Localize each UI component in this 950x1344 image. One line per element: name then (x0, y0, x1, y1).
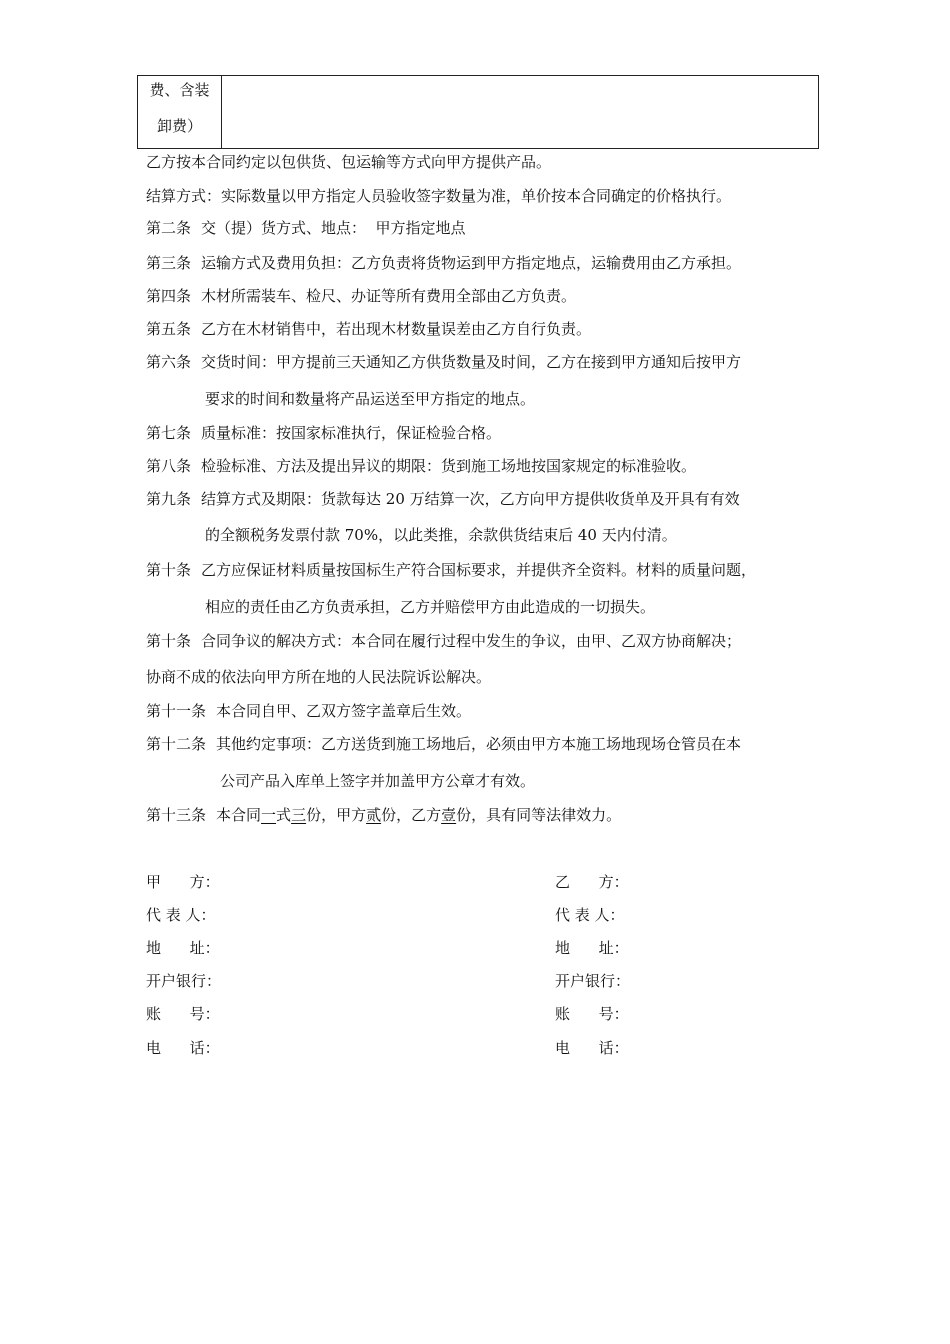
article-number: 第九条 (146, 490, 192, 508)
article-text: 本合同自甲、乙双方签字盖章后生效。 (216, 702, 472, 720)
party-b-address-field: 地 址： (555, 939, 629, 957)
party-b-copies-underlined: 壹 (441, 806, 457, 824)
article-number: 第十条 (146, 561, 192, 579)
table-cell-line-2: 卸费） (156, 117, 202, 135)
article-2 (146, 218, 466, 238)
article-text-part: 式 (276, 806, 292, 824)
intro-line-supply: 乙方按本合同约定以包供货、包运输等方式向甲方提供产品。 (146, 153, 552, 171)
article-text: 质量标准：按国家标准执行，保证检验合格。 (201, 424, 502, 442)
article-number: 第二条 (146, 219, 192, 237)
article-text: 木材所需装车、检尺、办证等所有费用全部由乙方负责。 (201, 287, 577, 305)
party-a-name-field: 甲 方： (146, 873, 220, 891)
article-number: 第七条 (146, 424, 192, 442)
article-text-part: 份，乙方 (381, 806, 442, 824)
article-text: 合同争议的解决方式：本合同在履行过程中发生的争议，由甲、乙双方协商解决； (201, 632, 742, 650)
article-number: 第八条 (146, 457, 192, 475)
party-b-account-field: 账 号： (555, 1005, 629, 1023)
article-text-part: 本合同 (216, 806, 262, 824)
article-9 (146, 489, 740, 509)
article-number: 第十条 (146, 632, 192, 650)
article-3 (146, 253, 741, 273)
price-table-fragment (137, 75, 819, 149)
party-b-phone-field: 电 话： (555, 1039, 629, 1057)
party-b-representative-field: 代 表 人： (555, 906, 625, 924)
party-a-copies-underlined: 贰 (366, 806, 382, 824)
party-a-bank-field: 开户银行： (146, 972, 222, 990)
article-number: 第四条 (146, 287, 192, 305)
article-text-part: 份，具有同等法律效力。 (456, 806, 622, 824)
article-10 (146, 560, 756, 580)
table-cell-line-1: 费、含装 (149, 81, 210, 99)
party-b-bank-field: 开户银行： (555, 972, 631, 990)
article-6 (146, 352, 741, 372)
article-dispute-continuation: 协商不成的依法向甲方所在地的人民法院诉讼解决。 (146, 668, 492, 686)
table-cell-empty (222, 76, 818, 148)
article-9-continuation: 的全额税务发票付款 70%，以此类推，余款供货结束后 40 天内付清。 (205, 526, 677, 544)
article-text: 结算方式及期限：货款每达 20 万结算一次，乙方向甲方提供收货单及开具有有效 (201, 490, 740, 508)
article-10-continuation: 相应的责任由乙方负责承担，乙方并赔偿甲方由此造成的一切损失。 (205, 598, 656, 616)
article-text: 交货时间：甲方提前三天通知乙方供货数量及时间，乙方在接到甲方通知后按甲方 (201, 353, 742, 371)
article-number: 第五条 (146, 320, 192, 338)
article-text: 运输方式及费用负担：乙方负责将货物运到甲方指定地点，运输费用由乙方承担。 (201, 254, 742, 272)
table-cell-label (138, 76, 222, 148)
article-5 (146, 319, 591, 339)
article-number: 第十二条 (146, 735, 207, 753)
article-11 (146, 701, 471, 721)
article-8 (146, 456, 696, 476)
article-10-dispute (146, 631, 741, 651)
article-12 (146, 734, 741, 754)
article-6-continuation: 要求的时间和数量将产品运送至甲方指定的地点。 (205, 390, 536, 408)
copies-total-underlined: 一 (261, 806, 277, 824)
article-text: 其他约定事项：乙方送货到施工场地后，必须由甲方本施工场地现场仓管员在本 (216, 735, 742, 753)
party-a-account-field: 账 号： (146, 1005, 220, 1023)
article-text: 交（提）货方式、地点： 甲方指定地点 (201, 219, 466, 237)
article-12-continuation: 公司产品入库单上签字并加盖甲方公章才有效。 (220, 772, 536, 790)
article-text: 乙方应保证材料质量按国标生产符合国标要求，并提供齐全资料。材料的质量问题， (201, 561, 757, 579)
article-4 (146, 286, 576, 306)
article-number: 第十三条 (146, 806, 207, 824)
party-a-address-field: 地 址： (146, 939, 220, 957)
article-7 (146, 423, 501, 443)
article-text: 乙方在木材销售中，若出现木材数量误差由乙方自行负责。 (201, 320, 592, 338)
article-text: 检验标准、方法及提出异议的期限：货到施工场地按国家规定的标准验收。 (201, 457, 697, 475)
party-b-name-field: 乙 方： (555, 873, 629, 891)
party-a-representative-field: 代 表 人： (146, 906, 216, 924)
article-number: 第十一条 (146, 702, 207, 720)
article-text-part: 份，甲方 (306, 806, 367, 824)
article-number: 第三条 (146, 254, 192, 272)
copies-count-underlined: 三 (291, 806, 307, 824)
article-number: 第六条 (146, 353, 192, 371)
party-a-phone-field: 电 话： (146, 1039, 220, 1057)
intro-line-settlement: 结算方式：实际数量以甲方指定人员验收签字数量为准，单价按本合同确定的价格执行。 (146, 187, 732, 205)
article-13 (146, 805, 621, 825)
